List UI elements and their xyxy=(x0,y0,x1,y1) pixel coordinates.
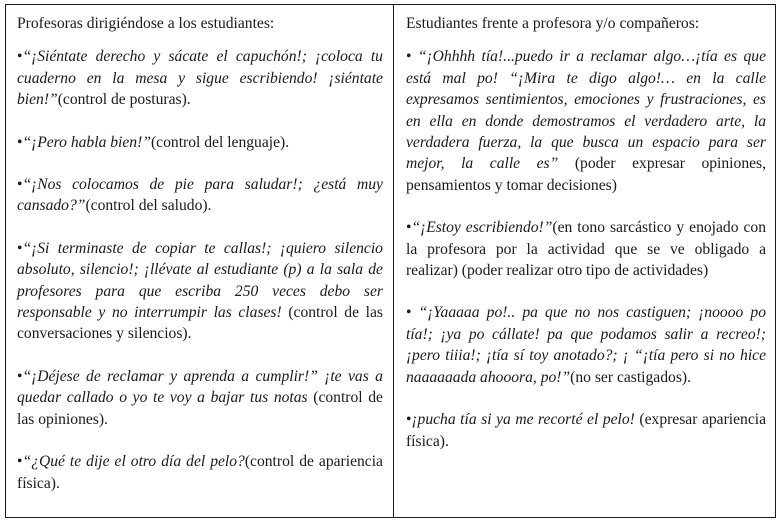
quote-text: “¡Pero habla bien!” xyxy=(22,133,151,151)
teacher-quote-5: •“¡Déjese de reclamar y aprenda a cumplir!” ¡te vas a quedar callado o yo te voy a bajar tus notas (control de las opiniones). xyxy=(17,367,383,428)
quote-text: “¡Déjese de reclamar y aprenda a cumplir!” ¡te vas a quedar callado o yo te voy a bajar tus notas xyxy=(17,367,383,407)
teacher-quote-4: •“¡Si terminaste de copiar te callas!; ¡quiero silencio absoluto, silencio!; ¡llévate al estudiante (p) a la sala de profesores para que escriba 250 veces debo ser responsable y no interrumpir las clases! (control de las conversaciones y silencios). xyxy=(17,239,383,343)
quote-note: (control de las opiniones). xyxy=(17,389,383,428)
quote-text: “¿Qué te dije el otro día del pelo? xyxy=(22,453,245,471)
teachers-column xyxy=(6,5,394,517)
student-quote-3: • “¡Yaaaaa po!.. pa que no nos castiguen; ¡noooo po tía!; ¡ya po cállate! pa que podamos salir a recreo!; ¡pero tiiia!; ¡tía sí toy anotado?; ¡ “¡tía pero si no hice naaaaaada ahooora, po!”(no ser castigados). xyxy=(405,304,766,386)
student-quote-2: •“¡Estoy escribiendo!”(en tono sarcástico y enojado con la profesora por la actividad que se ve obligado a realizar) (poder realizar otro tipo de actividades) xyxy=(405,219,766,280)
student-quote-1: • “¡Ohhhh tía!...puedo ir a reclamar algo…¡tía es que está mal po! “¡Mira te digo algo!… en la calle expresamos sentimientos, emociones y frustraciones, es en ella en donde demostramos el verdadero arte, la verdadera fuerza, la que busca un espacio para ser mejor, la calle es” (poder expresar opiniones, pensamientos y tomar decisiones) xyxy=(405,48,766,194)
students-column-header: Estudiantes frente a profesora y/o compañeros: xyxy=(405,15,700,32)
teacher-quote-6: •“¿Qué te dije el otro día del pelo?(control de apariencia física). xyxy=(17,453,383,492)
quote-text: “¡Siéntate derecho y sácate el capuchón!; ¡coloca tu cuaderno en la mesa y sigue escribiendo! ¡siéntate bien!” xyxy=(17,48,383,109)
quote-text: “¡Si terminaste de copiar te callas!; ¡quiero silencio absoluto, silencio!; ¡llévate al estudiante (p) a la sala de profesores para que escriba 250 veces debo ser responsable y no interrumpir las clases! xyxy=(17,239,383,322)
quote-note: (expresar apariencia física). xyxy=(405,411,767,450)
quote-note: (control de posturas). xyxy=(57,91,191,109)
quote-text: “¡Estoy escribiendo!” xyxy=(411,219,553,237)
teacher-quote-2: •“¡Pero habla bien!”(control del lenguaje). xyxy=(17,133,290,151)
quote-note: (no ser castigados). xyxy=(570,368,691,386)
quote-text: “¡Nos colocamos de pie para saludar!; ¿está muy cansado?” xyxy=(17,176,383,215)
teacher-quote-3: •“¡Nos colocamos de pie para saludar!; ¿está muy cansado?”(control del saludo). xyxy=(17,176,383,215)
quote-text: ¡pucha tía si ya me recorté el pelo! xyxy=(411,411,635,429)
quote-text: “¡Yaaaaa po!.. pa que no nos castiguen; ¡noooo po tía!; ¡ya po cállate! pa que podamos salir a recreo!; ¡pero tiiia!; ¡tía sí toy anotado?; ¡ “¡tía pero si no hice naaaaaada ahooora, po!” xyxy=(405,304,766,386)
quote-note: (control de las conversaciones y silencios). xyxy=(17,304,383,343)
teacher-quote-1: •“¡Siéntate derecho y sácate el capuchón!; ¡coloca tu cuaderno en la mesa y sigue escribiendo! ¡siéntate bien!”(control de posturas). xyxy=(17,48,383,109)
students-column xyxy=(394,5,775,517)
quote-note: (control del lenguaje). xyxy=(150,133,290,151)
quote-note: (control del saludo). xyxy=(85,197,212,215)
teachers-column-header: Profesoras dirigiéndose a los estudiantes: xyxy=(17,15,275,32)
quote-note: (en tono sarcástico y enojado con la profesora por la actividad que se ve obligado a realizar) (poder realizar otro tipo de actividades) xyxy=(405,219,766,280)
quotes-table xyxy=(5,4,776,518)
quote-note: (control de apariencia física). xyxy=(17,453,383,492)
quote-text: “¡Ohhhh tía!...puedo ir a reclamar algo…¡tía es que está mal po! “¡Mira te digo algo!… en la calle expresamos sentimientos, emociones y frustraciones, es en ella en donde demostramos el verdadero arte, la verdadera fuerza, la que busca un espacio para ser mejor, la calle es” xyxy=(405,48,766,173)
student-quote-4: •¡pucha tía si ya me recorté el pelo! (expresar apariencia física). xyxy=(405,411,767,450)
quote-note: (poder expresar opiniones, pensamientos y tomar decisiones) xyxy=(405,155,766,194)
